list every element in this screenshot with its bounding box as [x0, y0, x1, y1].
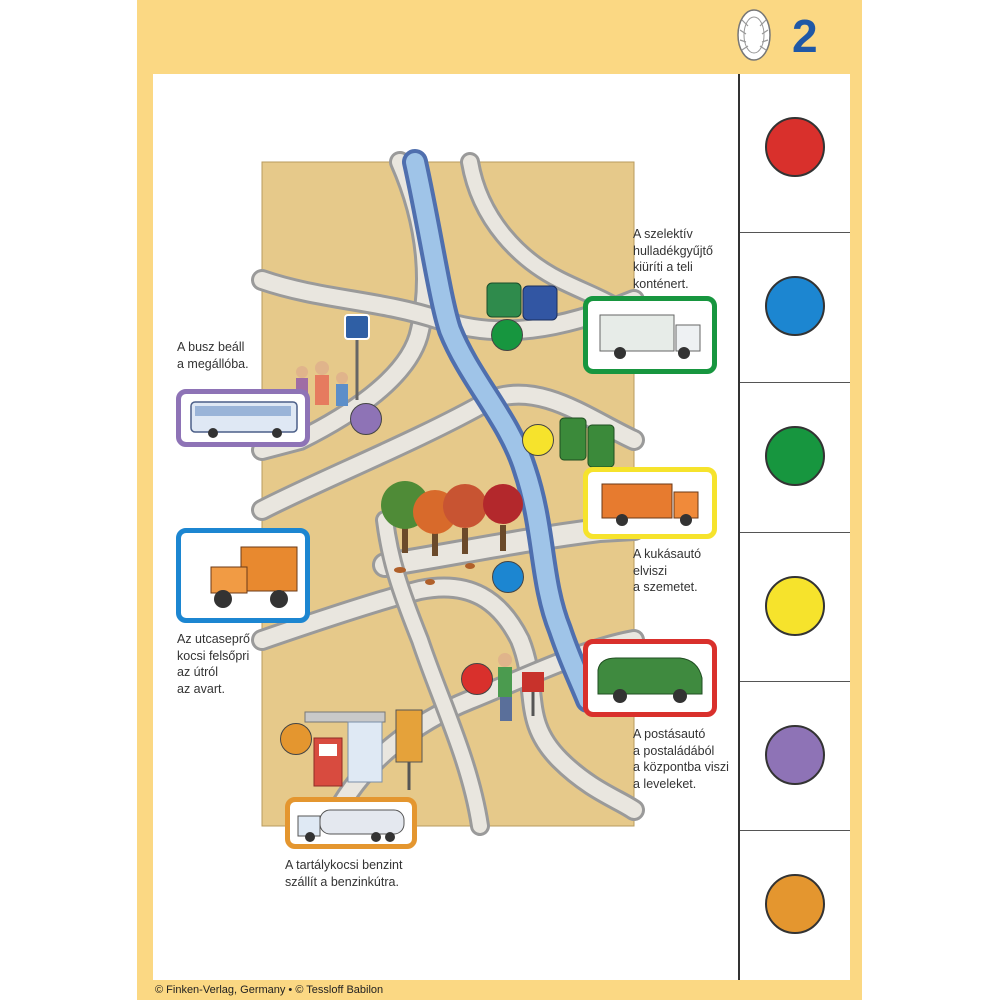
- answer-slot-5: [740, 681, 850, 830]
- answer-slot-4: [740, 532, 850, 681]
- caption-postal-van: A postásautó a postaládából a központba viszi a leveleket.: [633, 727, 729, 791]
- map-dot-blue[interactable]: [492, 561, 524, 593]
- garbage-truck-picture: [583, 467, 717, 539]
- caption-tanker-truck: A tartálykocsi benzint szállít a benzinkútra.: [285, 858, 403, 889]
- copyright-footer: © Finken-Verlag, Germany • © Tessloff Babilon: [155, 984, 384, 996]
- caption-street-sweeper: Az utcaseprő kocsi felsőpri az útról az avart.: [177, 632, 250, 696]
- postal-van-picture: [583, 639, 717, 717]
- answer-slot-6: [740, 830, 850, 979]
- map-dot-green[interactable]: [491, 319, 523, 351]
- recycling-truck-picture: [583, 296, 717, 374]
- caption-recycling-truck: A szelektív hulladékgyűjtő kiüríti a teli konténert.: [633, 227, 713, 291]
- answer-dot-blue[interactable]: [765, 276, 825, 336]
- answer-slot-2: [740, 232, 850, 381]
- answer-dot-orange[interactable]: [765, 874, 825, 934]
- answer-dot-green[interactable]: [765, 426, 825, 486]
- bus-picture: [176, 389, 310, 447]
- street-sweeper-picture: [176, 528, 310, 623]
- answer-dot-purple[interactable]: [765, 725, 825, 785]
- answer-slot-3: [740, 382, 850, 531]
- page-number: 2: [792, 10, 818, 62]
- answer-column: [738, 74, 850, 980]
- answer-slot-1: [740, 74, 850, 222]
- tanker-truck-picture: [285, 797, 417, 849]
- answer-dot-red[interactable]: [765, 117, 825, 177]
- map-dot-orange[interactable]: [280, 723, 312, 755]
- caption-garbage-truck: A kukásautó elviszi a szemetet.: [633, 547, 702, 594]
- answer-dot-yellow[interactable]: [765, 576, 825, 636]
- map-dot-red[interactable]: [461, 663, 493, 695]
- map-dot-yellow[interactable]: [522, 424, 554, 456]
- caption-bus: A busz beáll a megállóba.: [177, 340, 249, 371]
- map-dot-purple[interactable]: [350, 403, 382, 435]
